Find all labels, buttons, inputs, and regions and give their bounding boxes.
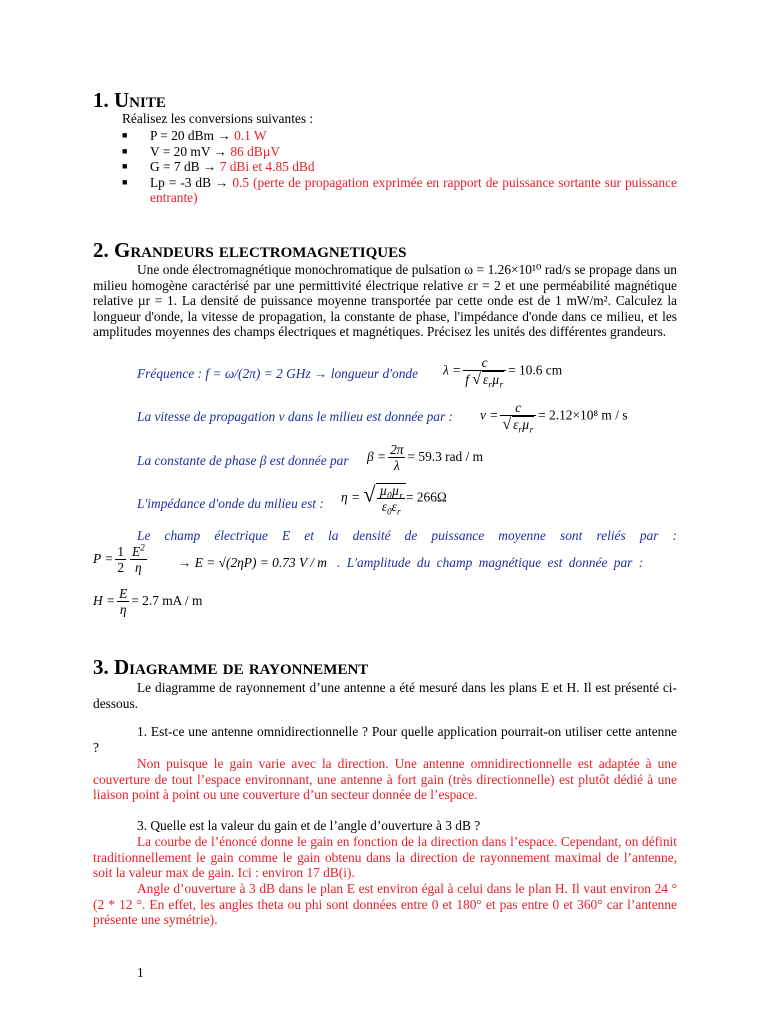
- section-1-number: 1.: [93, 88, 109, 112]
- question-3: 3. Quelle est la valeur du gain et de l’angle d’ouverture à 3 dB ?: [137, 818, 481, 833]
- impedance-equation: η = √ $\frac{\mu_0\mu_r}{\varepsilon_0\varepsilon_r}$ = 266Ω: [341, 481, 447, 517]
- magnetic-field-equation: H = $\frac{E}{\eta}$ = 2.7 mA / m: [93, 586, 203, 617]
- impedance-statement: L'impédance d'onde du milieu est :: [137, 496, 324, 511]
- wavelength-result: = 10.6 cm: [508, 362, 563, 378]
- list-item: ■ P = 20 dBm → 0.1 W: [122, 128, 267, 143]
- impedance-result: = 266Ω: [405, 489, 447, 505]
- wavelength-equation: λ = $\frac{c}{f √ \varepsilon_r\mu_r}$ = 10.6 cm: [443, 355, 563, 390]
- phase-constant-result: = 59.3 rad / m: [407, 449, 484, 465]
- section-3-number: 3.: [93, 655, 109, 679]
- answer: 7 dBi et 4.85 dBd: [219, 159, 315, 175]
- section-2-heading: [93, 239, 406, 261]
- question-1: 1. Est-ce une antenne omnidirectionnelle ? Pour quelle application pourrait-on utiliser cette antenne ?: [93, 724, 677, 755]
- frequency-statement: Fréquence : f = ω/(2π) = 2 GHz → longueur d'onde: [137, 366, 419, 381]
- answer: 0.1 W: [234, 128, 267, 143]
- section-3-heading: [93, 656, 368, 678]
- section-1-heading: [93, 89, 166, 111]
- magnetic-field-statement: . L'amplitude du champ magnétique est donnée par :: [337, 555, 644, 570]
- bullet-icon: ■: [122, 130, 128, 140]
- answer-3-angle: Angle d’ouverture à 3 dB dans le plan E est environ égal à celui dans le plan H. Il vaut environ 24 ° (2 * 12 °. En effet, les angles theta ou phi sont données entre 0 et 180° et pas entre 0 et 360° car l’antenne présente une symétrie).: [93, 881, 677, 928]
- answer: 0.5 (perte de propagation exprimée en rapport de puissance sortante sur puissance entrante): [150, 174, 678, 206]
- velocity-equation: v = $\frac{c}{√ \varepsilon_r\mu_r}$ = 2.12×10⁸ m / s: [480, 400, 628, 435]
- electric-field-result: → E = √(2ηP) = 0.73 V / m: [178, 555, 327, 570]
- section-3-intro: Le diagramme de rayonnement d’une antenne a été mesuré dans les plans E et H. Il est présenté ci-dessous.: [93, 680, 677, 711]
- magnetic-field-result: = 2.7 mA / m: [131, 593, 203, 609]
- answer-3-gain: La courbe de l’énoncé donne le gain en fonction de la direction dans l’espace. Cependant, on définit traditionnellement le gain comme le gain obtenu dans la direction de rayonnement maximal de l’antenne, soit la valeur max de gain. Ici : environ 17 dB(i).: [93, 834, 677, 881]
- electric-field-statement: Le champ électrique E et la densité de puissance moyenne sont reliés par :: [137, 528, 677, 543]
- bullet-icon: ■: [122, 176, 128, 187]
- section-2-number: 2.: [93, 238, 109, 262]
- section-1-title: Unite: [114, 88, 166, 112]
- section-2-paragraph: Une onde électromagnétique monochromatique de pulsation ω = 1.26×10¹⁰ rad/s se propage dans un milieu homogène caractérisé par une permittivité électrique relative εr = 2 et une perméabilité magnétique relative µr = 1. La densité de puissance moyenne transportée par cette onde est de 1 mW/m². Calculez la longueur d'onde, la vitesse de propagation, la constante de phase, l'impédance d'onde dans ce milieu, et les amplitudes moyennes des champs électriques et magnétiques. Précisez les unités des différentes grandeurs.: [93, 262, 677, 340]
- bullet-icon: ■: [122, 161, 128, 172]
- page-number: 1: [137, 965, 144, 980]
- conversion-list: [122, 128, 677, 206]
- answer-1: Non puisque le gain varie avec la direction. Une antenne omnidirectionnelle est adaptée à une couverture de tout l’espace environnant, une antenne à fort gain (très directionnelle) est plutôt dédié à une liaison point à point ou une couverture d’un secteur donnée de l’espace.: [93, 756, 677, 803]
- power-density-equation: P = $\frac{1}{2}$ $\frac{E^2}{\eta}$: [93, 542, 145, 575]
- list-item: ■ G = 7 dB → 7 dBi et 4.85 dBd: [122, 159, 315, 175]
- list-item: ■ Lp = -3 dB → 0.5 (perte de propagation exprimée en rapport de puissance sortante sur puissance entrante): [122, 174, 678, 206]
- bullet-icon: ■: [122, 145, 128, 156]
- answer: 86 dBµV: [230, 143, 281, 159]
- velocity-result: = 2.12×10⁸ m / s: [538, 407, 628, 423]
- section-3-title: Diagramme de rayonnement: [114, 655, 369, 679]
- phase-constant-statement: La constante de phase β est donnée par: [137, 453, 349, 468]
- list-item: ■ V = 20 mV → 86 dBµV: [122, 143, 281, 159]
- section-1-intro: Réalisez les conversions suivantes :: [122, 111, 314, 126]
- section-2-title: Grandeurs electromagnetiques: [114, 238, 407, 262]
- velocity-statement: La vitesse de propagation v dans le milieu est donnée par :: [137, 409, 453, 424]
- phase-constant-equation: β = $\frac{2\pi}{\lambda}$ = 59.3 rad / m: [367, 442, 484, 473]
